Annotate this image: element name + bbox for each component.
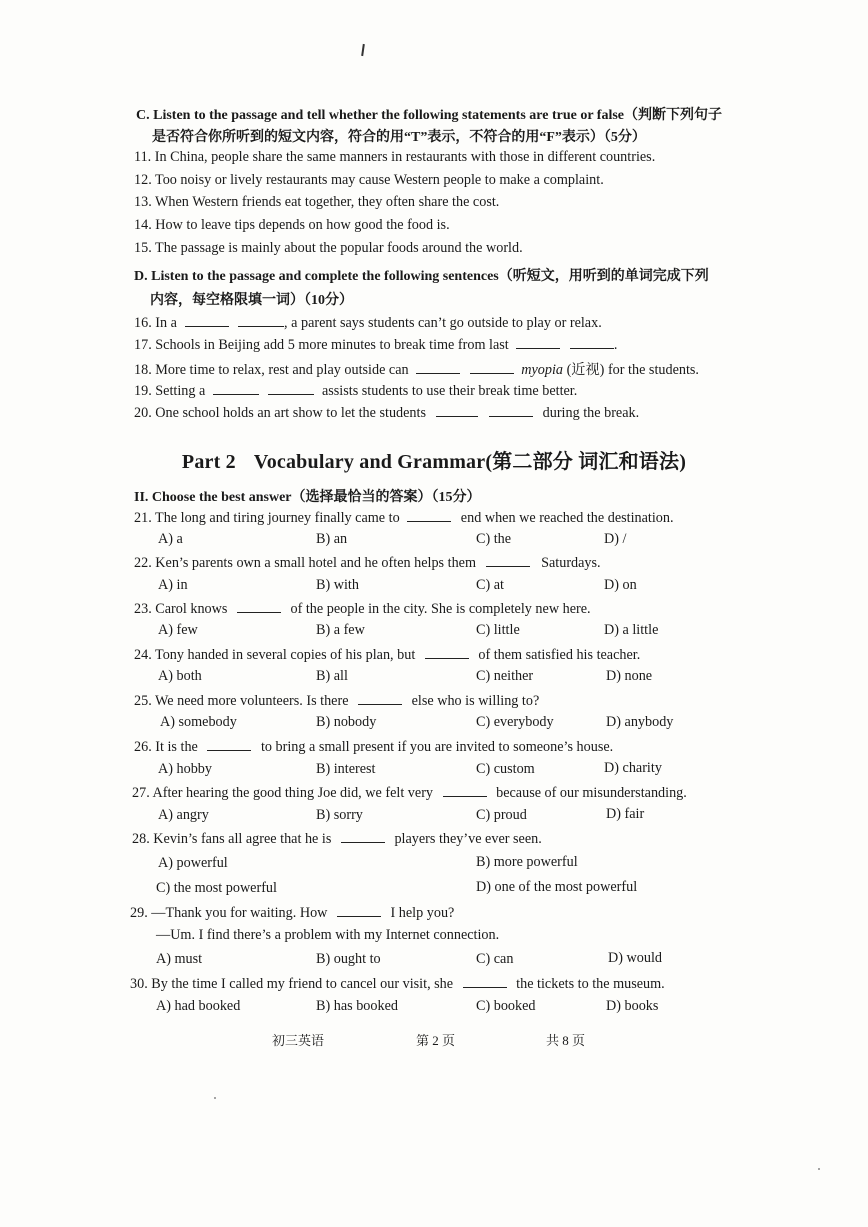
option-a[interactable]: A) powerful xyxy=(158,855,228,871)
scan-speck xyxy=(214,1097,216,1099)
option-c[interactable]: C) everybody xyxy=(476,714,554,730)
section-d-instruction-cn-1: （听短文，用听到的单词完成下列 xyxy=(498,269,709,284)
question-stem-b: else who is willing to? xyxy=(411,693,540,709)
section-ii-instruction: II. Choose the best answer（选择最恰当的答案）（15分） xyxy=(134,490,481,505)
option-d[interactable]: D) / xyxy=(604,531,627,547)
question-20 xyxy=(134,404,639,422)
option-a[interactable]: A) a xyxy=(158,531,183,547)
option-b[interactable]: B) with xyxy=(316,577,359,593)
option-b[interactable]: B) nobody xyxy=(316,714,377,730)
option-b[interactable]: B) sorry xyxy=(316,807,363,823)
option-b[interactable]: B) all xyxy=(316,668,348,684)
option-a[interactable]: A) hobby xyxy=(158,761,212,777)
footer-subject: 初三英语 xyxy=(272,1033,325,1048)
question-29 xyxy=(130,904,454,922)
option-a[interactable]: A) angry xyxy=(158,807,209,823)
question-16 xyxy=(134,314,602,332)
option-b[interactable]: B) a few xyxy=(316,622,365,638)
option-d[interactable]: D) books xyxy=(606,998,659,1014)
section-c-instruction-en: C. Listen to the passage and tell whether the following statements are true or false xyxy=(136,108,625,123)
part-2-label: Part 2 xyxy=(181,451,236,473)
answer-blank[interactable] xyxy=(237,600,281,613)
option-c[interactable]: C) little xyxy=(476,622,520,638)
question-stem-a: 26. It is the xyxy=(134,739,198,755)
question-16-text-b: , a parent says students can’t go outside to play or relax. xyxy=(284,315,602,331)
question-26 xyxy=(134,738,613,756)
option-d[interactable]: D) a little xyxy=(604,622,659,638)
question-23 xyxy=(134,600,591,618)
answer-blank[interactable] xyxy=(570,336,614,349)
answer-blank[interactable] xyxy=(489,404,533,417)
answer-blank[interactable] xyxy=(185,314,229,327)
option-c[interactable]: C) the most powerful xyxy=(156,880,277,896)
answer-blank[interactable] xyxy=(425,646,469,659)
answer-blank[interactable] xyxy=(238,314,284,327)
question-18 xyxy=(134,359,699,379)
option-d[interactable]: D) none xyxy=(606,668,653,684)
question-stem-a: 21. The long and tiring journey finally came to xyxy=(134,510,400,526)
footer-total: 共 8 页 xyxy=(546,1033,586,1048)
answer-blank[interactable] xyxy=(268,382,314,395)
part-2-title xyxy=(0,445,868,474)
option-b[interactable]: B) interest xyxy=(316,761,376,777)
question-stem-b: players they’ve ever seen. xyxy=(394,831,542,847)
answer-blank[interactable] xyxy=(207,738,251,751)
scan-speck xyxy=(818,1168,820,1170)
option-b[interactable]: B) an xyxy=(316,531,348,547)
question-27 xyxy=(132,784,687,802)
option-d[interactable]: D) would xyxy=(608,950,662,966)
option-d[interactable]: D) anybody xyxy=(606,714,674,730)
question-18-italic-word: myopia xyxy=(521,362,564,378)
answer-blank[interactable] xyxy=(516,336,560,349)
question-stem-b: because of our misunderstanding. xyxy=(496,785,687,801)
question-11: 11. In China, people share the same manners in restaurants with those in different countries. xyxy=(134,149,656,165)
option-d[interactable]: D) on xyxy=(604,577,637,593)
section-c-instruction-cn-2: 是否符合你所听到的短文内容，符合的用“T”表示，不符合的用“F”表示）（5分） xyxy=(152,130,646,145)
question-stem-b: the tickets to the museum. xyxy=(516,976,665,992)
option-d[interactable]: D) fair xyxy=(606,806,645,822)
question-21 xyxy=(134,509,674,527)
option-a[interactable]: A) had booked xyxy=(156,998,241,1014)
option-c[interactable]: C) proud xyxy=(476,807,527,823)
question-stem-b: I help you? xyxy=(390,905,455,921)
option-c[interactable]: C) at xyxy=(476,577,504,593)
question-17-text-a: 17. Schools in Beijing add 5 more minutes to break time from last xyxy=(134,337,509,353)
answer-blank[interactable] xyxy=(407,509,451,522)
option-c[interactable]: C) the xyxy=(476,531,512,547)
question-25 xyxy=(134,692,539,710)
answer-blank[interactable] xyxy=(470,361,514,374)
question-17-text-b: . xyxy=(613,337,618,353)
option-c[interactable]: C) custom xyxy=(476,761,535,777)
question-stem-b: Saturdays. xyxy=(541,555,601,571)
question-20-text-b: during the break. xyxy=(542,405,640,421)
question-stem-b: to bring a small present if you are invited to someone’s house. xyxy=(260,739,614,755)
answer-blank[interactable] xyxy=(337,904,381,917)
option-a[interactable]: A) both xyxy=(158,668,202,684)
question-stem-b: of the people in the city. She is completely new here. xyxy=(290,601,591,617)
question-19-text-a: 19. Setting a xyxy=(134,383,206,399)
scan-mark xyxy=(361,44,365,56)
question-18-text-b: (近视) for the students. xyxy=(566,362,699,378)
answer-blank[interactable] xyxy=(486,554,530,567)
option-d[interactable]: D) charity xyxy=(604,760,662,776)
option-a[interactable]: A) must xyxy=(156,951,203,967)
question-14: 14. How to leave tips depends on how good the food is. xyxy=(134,217,450,233)
option-c[interactable]: C) neither xyxy=(476,668,534,684)
section-d-instruction xyxy=(134,265,709,285)
question-24 xyxy=(134,646,640,664)
question-18-text-a: 18. More time to relax, rest and play outside can xyxy=(134,362,409,378)
option-c[interactable]: C) can xyxy=(476,951,514,967)
option-b[interactable]: B) ought to xyxy=(316,951,381,967)
question-stem-a: 30. By the time I called my friend to cancel our visit, she xyxy=(130,976,454,992)
question-stem-b: end when we reached the destination. xyxy=(460,510,674,526)
option-b[interactable]: B) has booked xyxy=(316,998,398,1014)
question-stem-a: 24. Tony handed in several copies of his plan, but xyxy=(134,647,416,663)
section-c-instruction-cn-1: （判断下列句子 xyxy=(624,108,723,123)
answer-blank[interactable] xyxy=(213,382,259,395)
option-a[interactable]: A) somebody xyxy=(160,714,237,730)
question-stem-a: 29. —Thank you for waiting. How xyxy=(130,905,328,921)
question-30 xyxy=(130,975,665,993)
answer-blank[interactable] xyxy=(358,692,402,705)
option-a[interactable]: A) few xyxy=(158,622,198,638)
question-19-text-b: assists students to use their break time better. xyxy=(321,383,578,399)
question-28 xyxy=(132,830,542,848)
question-stem-a: 28. Kevin’s fans all agree that he is xyxy=(132,831,332,847)
section-d-instruction-en: D. Listen to the passage and complete the following sentences xyxy=(134,269,499,284)
option-c[interactable]: C) booked xyxy=(476,998,536,1014)
footer-page: 第 2 页 xyxy=(416,1033,456,1048)
question-stem-a: 23. Carol knows xyxy=(134,601,228,617)
question-12: 12. Too noisy or lively restaurants may cause Western people to make a complaint. xyxy=(134,172,604,188)
option-a[interactable]: A) in xyxy=(158,577,188,593)
section-d-instruction-cn-2: 内容，每空格限填一词）（10分） xyxy=(150,293,353,308)
question-stem-a: 27. After hearing the good thing Joe did, we felt very xyxy=(132,785,434,801)
answer-blank[interactable] xyxy=(443,784,487,797)
question-stem-a: 25. We need more volunteers. Is there xyxy=(134,693,349,709)
answer-blank[interactable] xyxy=(416,361,460,374)
question-stem-b: of them satisfied his teacher. xyxy=(478,647,641,663)
question-15: 15. The passage is mainly about the popular foods around the world. xyxy=(134,240,523,256)
question-29-line-2: —Um. I find there’s a problem with my Internet connection. xyxy=(156,927,500,943)
section-c-instruction xyxy=(136,104,722,124)
answer-blank[interactable] xyxy=(436,404,478,417)
option-d[interactable]: D) one of the most powerful xyxy=(476,879,638,895)
question-20-text-a: 20. One school holds an art show to let the students xyxy=(134,405,426,421)
answer-blank[interactable] xyxy=(341,830,385,843)
question-22 xyxy=(134,554,601,572)
question-17 xyxy=(134,336,617,354)
question-16-text-a: 16. In a xyxy=(134,315,177,331)
option-b[interactable]: B) more powerful xyxy=(476,854,578,870)
answer-blank[interactable] xyxy=(463,975,507,988)
part-2-heading: Vocabulary and Grammar(第二部分 词汇和语法) xyxy=(253,451,687,473)
question-stem-a: 22. Ken’s parents own a small hotel and he often helps them xyxy=(134,555,476,571)
question-19 xyxy=(134,382,577,400)
question-13: 13. When Western friends eat together, they often share the cost. xyxy=(134,194,500,210)
